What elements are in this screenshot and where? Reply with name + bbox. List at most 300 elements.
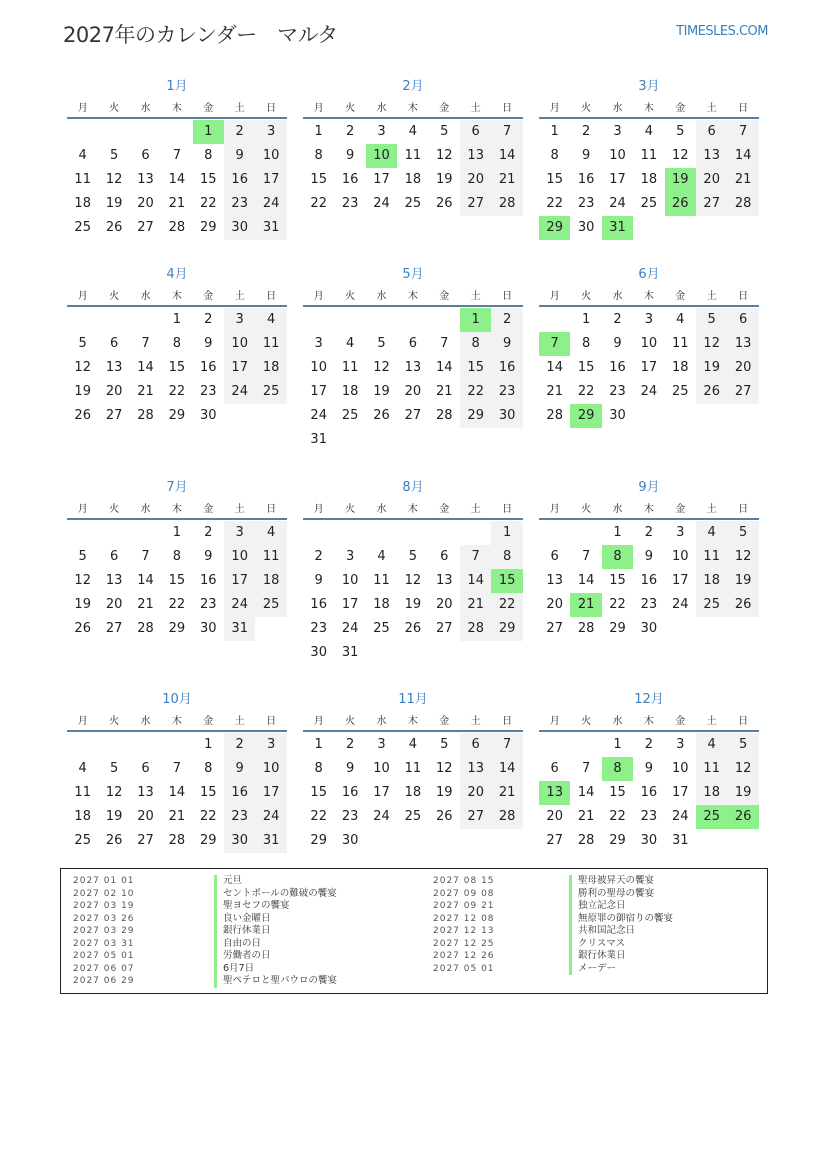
day-cell: 16 [609, 360, 626, 375]
day-cell: 14 [727, 144, 758, 168]
weekday-label: 日 [738, 716, 749, 727]
weekday-label: 木 [407, 291, 418, 302]
weekday-label: 木 [643, 504, 654, 515]
holiday-day-cell: 8 [602, 757, 633, 781]
weekday-label: 月 [77, 716, 88, 727]
day-cell: 27 [546, 833, 563, 848]
holiday-date: 2027 12 26 [433, 951, 495, 961]
day-cell: 1 [314, 124, 323, 139]
day-cell: 24 [341, 621, 359, 636]
day-cell: 7 [581, 761, 591, 776]
day-cell: 4 [644, 124, 654, 139]
day-cell: 22 [310, 196, 327, 211]
day-cell: 22 [200, 809, 217, 824]
day-cell: 20 [137, 196, 154, 211]
day-cell: 8 [172, 549, 182, 564]
day-cell: 30 [200, 621, 217, 636]
day-cell: 31 [224, 617, 255, 641]
day-cell: 6 [109, 549, 119, 564]
day-cell: 5 [109, 761, 119, 776]
day-cell: 24 [255, 192, 286, 216]
month-title: 11月 [398, 692, 428, 707]
day-cell: 3 [676, 737, 685, 752]
weekday-label: 金 [675, 291, 686, 302]
day-cell: 7 [172, 148, 182, 163]
weekday-header [539, 99, 759, 113]
day-cell: 7 [727, 120, 758, 144]
weekday-label: 日 [502, 291, 513, 302]
day-cell: 18 [696, 569, 727, 593]
weekday-header [303, 287, 523, 301]
day-cell: 18 [404, 172, 422, 187]
holiday-list [60, 868, 768, 994]
header-divider [67, 305, 287, 307]
day-grid [67, 308, 287, 458]
day-cell: 25 [341, 408, 359, 423]
header-divider [303, 305, 523, 307]
day-cell: 28 [168, 833, 186, 848]
day-cell: 18 [341, 384, 359, 399]
day-cell: 2 [345, 124, 355, 139]
day-cell: 14 [137, 573, 154, 588]
day-cell: 6 [727, 308, 758, 332]
day-cell: 22 [168, 384, 186, 399]
day-cell: 9 [345, 148, 355, 163]
day-cell: 23 [341, 809, 359, 824]
weekday-header [67, 500, 287, 514]
day-cell: 6 [408, 336, 418, 351]
day-cell: 10 [224, 545, 255, 569]
holiday-name: クリスマス [569, 938, 625, 951]
holiday-day-cell: 7 [539, 332, 570, 356]
day-cell: 29 [609, 621, 626, 636]
day-grid [67, 733, 287, 883]
day-cell: 30 [577, 220, 595, 235]
holiday-day-cell: 26 [665, 192, 696, 216]
day-cell: 30 [609, 408, 626, 423]
day-cell: 28 [137, 408, 154, 423]
day-cell: 5 [696, 308, 727, 332]
weekday-label: 水 [140, 103, 151, 114]
day-cell: 20 [546, 597, 563, 612]
holiday-name: 良い金曜日 [214, 913, 271, 926]
day-cell: 26 [436, 196, 453, 211]
weekday-label: 水 [140, 291, 151, 302]
day-cell: 2 [224, 733, 255, 757]
holiday-name: 元旦 [214, 875, 242, 888]
day-grid [303, 120, 523, 270]
weekday-label: 月 [313, 504, 324, 515]
holiday-name: 聖ヨセフの饗宴 [214, 900, 290, 913]
weekday-header [67, 287, 287, 301]
day-cell: 15 [609, 573, 626, 588]
day-cell: 18 [74, 196, 91, 211]
weekday-label: 木 [643, 103, 654, 114]
weekday-label: 火 [109, 716, 120, 727]
day-cell: 2 [345, 737, 355, 752]
holiday-name: 勝利の聖母の饗宴 [569, 888, 654, 901]
day-cell: 24 [609, 196, 626, 211]
site-brand-link[interactable]: TIMESLES.COM [676, 24, 768, 39]
day-cell: 2 [224, 120, 255, 144]
weekday-label: 水 [612, 291, 623, 302]
weekday-label: 土 [706, 504, 717, 515]
day-cell: 10 [373, 761, 390, 776]
day-cell: 25 [74, 833, 91, 848]
day-cell: 14 [168, 785, 186, 800]
weekday-label: 水 [140, 716, 151, 727]
day-cell: 2 [204, 312, 213, 327]
day-cell: 20 [105, 597, 123, 612]
day-cell: 12 [727, 757, 758, 781]
weekday-label: 土 [234, 291, 245, 302]
day-cell: 7 [581, 549, 591, 564]
day-cell: 28 [546, 408, 563, 423]
holiday-entry [73, 950, 413, 963]
day-cell: 30 [224, 216, 255, 240]
weekday-label: 金 [439, 291, 450, 302]
day-cell: 27 [696, 192, 727, 216]
day-cell: 14 [491, 757, 522, 781]
holiday-date: 2027 09 08 [433, 888, 495, 899]
weekday-label: 土 [706, 716, 717, 727]
header-divider [539, 305, 759, 307]
day-grid [303, 308, 523, 458]
day-cell: 3 [676, 525, 685, 540]
holiday-entry [73, 975, 413, 988]
day-cell: 12 [727, 545, 758, 569]
day-cell: 10 [341, 573, 359, 588]
day-cell: 24 [255, 805, 286, 829]
holiday-name: 聖母被昇天の饗宴 [569, 875, 654, 888]
day-grid [303, 733, 523, 883]
holiday-entry [433, 913, 763, 926]
day-cell: 5 [440, 737, 449, 752]
day-cell: 11 [74, 785, 91, 800]
day-cell: 28 [436, 408, 453, 423]
day-cell: 9 [204, 336, 213, 351]
day-cell: 11 [404, 761, 422, 776]
day-cell: 29 [460, 404, 491, 428]
day-cell: 13 [696, 144, 727, 168]
day-cell: 1 [613, 737, 622, 752]
day-cell: 3 [377, 737, 386, 752]
month-title: 3月 [638, 79, 660, 94]
day-cell: 5 [676, 124, 685, 139]
day-cell: 12 [74, 573, 91, 588]
weekday-label: 月 [549, 103, 560, 114]
day-cell: 4 [377, 549, 386, 564]
day-cell: 17 [224, 569, 255, 593]
day-cell: 10 [224, 332, 255, 356]
day-cell: 31 [341, 645, 359, 660]
weekday-label: 日 [266, 291, 277, 302]
day-cell: 20 [546, 809, 563, 824]
day-cell: 9 [581, 148, 591, 163]
day-cell: 29 [168, 408, 186, 423]
day-cell: 24 [672, 597, 689, 612]
day-cell: 21 [460, 593, 491, 617]
day-cell: 9 [314, 573, 323, 588]
weekday-label: 月 [313, 716, 324, 727]
weekday-label: 土 [234, 716, 245, 727]
day-cell: 27 [137, 220, 154, 235]
day-cell: 25 [672, 384, 689, 399]
weekday-label: 水 [140, 504, 151, 515]
weekday-label: 木 [643, 291, 654, 302]
holiday-entry [73, 963, 413, 976]
day-cell: 27 [105, 621, 123, 636]
weekday-label: 土 [470, 291, 481, 302]
weekday-label: 日 [266, 103, 277, 114]
weekday-label: 水 [612, 504, 623, 515]
weekday-header [67, 99, 287, 113]
weekday-label: 木 [171, 103, 182, 114]
day-cell: 7 [172, 761, 182, 776]
day-cell: 4 [696, 521, 727, 545]
day-cell: 15 [200, 785, 217, 800]
day-cell: 21 [577, 809, 595, 824]
day-cell: 22 [310, 809, 327, 824]
holiday-name: 無原罪の御宿りの饗宴 [569, 913, 673, 926]
day-cell: 24 [224, 380, 255, 404]
day-cell: 30 [640, 833, 658, 848]
day-cell: 27 [137, 833, 154, 848]
day-cell: 20 [696, 168, 727, 192]
day-cell: 23 [640, 809, 658, 824]
day-cell: 18 [672, 360, 689, 375]
header-divider [67, 518, 287, 520]
day-cell: 13 [460, 144, 491, 168]
day-cell: 25 [74, 220, 91, 235]
weekday-label: 月 [77, 291, 88, 302]
day-cell: 31 [255, 829, 286, 853]
day-cell: 22 [609, 597, 626, 612]
day-cell: 30 [341, 833, 359, 848]
day-cell: 21 [436, 384, 453, 399]
day-cell: 12 [436, 761, 453, 776]
day-cell: 29 [168, 621, 186, 636]
day-cell: 30 [640, 621, 658, 636]
weekday-label: 金 [203, 504, 214, 515]
day-cell: 24 [310, 408, 327, 423]
day-cell: 8 [581, 336, 591, 351]
day-cell: 2 [491, 308, 522, 332]
day-cell: 27 [727, 380, 758, 404]
holiday-name: 労働者の日 [214, 950, 271, 963]
day-cell: 15 [200, 172, 217, 187]
day-cell: 21 [137, 384, 154, 399]
day-cell: 13 [436, 573, 453, 588]
weekday-label: 日 [266, 504, 277, 515]
day-cell: 3 [377, 124, 386, 139]
day-cell: 25 [404, 196, 422, 211]
day-grid [539, 308, 759, 458]
day-cell: 25 [255, 593, 286, 617]
day-cell: 22 [546, 196, 563, 211]
holiday-date: 2027 06 29 [73, 976, 135, 986]
day-cell: 17 [373, 785, 390, 800]
holiday-list-left [73, 875, 413, 988]
day-cell: 16 [640, 573, 658, 588]
day-cell: 2 [314, 549, 323, 564]
day-cell: 17 [255, 781, 286, 805]
day-cell: 23 [224, 805, 255, 829]
day-cell: 2 [644, 525, 654, 540]
day-cell: 12 [404, 573, 422, 588]
holiday-date: 2027 05 01 [73, 951, 135, 961]
weekday-label: 火 [345, 103, 356, 114]
day-cell: 1 [491, 521, 522, 545]
day-cell: 5 [78, 549, 87, 564]
day-cell: 16 [491, 356, 522, 380]
holiday-entry [433, 888, 763, 901]
weekday-label: 月 [549, 291, 560, 302]
weekday-header [539, 500, 759, 514]
day-cell: 2 [581, 124, 591, 139]
day-cell: 29 [200, 220, 217, 235]
day-cell: 25 [404, 809, 422, 824]
holiday-name: 6月7日 [214, 963, 254, 976]
holiday-entry [433, 875, 763, 888]
holiday-day-cell: 31 [602, 216, 633, 240]
day-cell: 28 [577, 833, 595, 848]
day-cell: 9 [224, 144, 255, 168]
month-title: 2月 [402, 79, 424, 94]
holiday-date: 2027 03 31 [73, 938, 135, 949]
header-divider [303, 730, 523, 732]
holiday-day-cell: 1 [460, 308, 491, 332]
header-divider [303, 518, 523, 520]
month-title: 12月 [634, 692, 664, 707]
day-cell: 28 [491, 192, 522, 216]
holiday-day-cell: 10 [366, 144, 397, 168]
day-grid [539, 521, 759, 671]
day-cell: 23 [491, 380, 522, 404]
weekday-label: 火 [581, 103, 592, 114]
day-cell: 12 [74, 360, 91, 375]
day-cell: 24 [373, 196, 390, 211]
holiday-day-cell: 13 [539, 781, 570, 805]
day-cell: 13 [727, 332, 758, 356]
holiday-name: 自由の日 [214, 938, 261, 951]
day-cell: 15 [609, 785, 626, 800]
day-cell: 17 [672, 573, 689, 588]
day-cell: 27 [460, 192, 491, 216]
header-divider [67, 117, 287, 119]
day-cell: 18 [373, 597, 390, 612]
day-cell: 27 [436, 621, 453, 636]
day-cell: 6 [460, 120, 491, 144]
day-cell: 3 [224, 308, 255, 332]
month-title: 5月 [402, 267, 424, 282]
day-cell: 17 [609, 172, 626, 187]
day-cell: 31 [310, 432, 327, 447]
day-cell: 30 [491, 404, 522, 428]
holiday-day-cell: 26 [727, 805, 758, 829]
day-cell: 8 [460, 332, 491, 356]
holiday-date: 2027 09 21 [433, 901, 495, 911]
day-cell: 20 [105, 384, 123, 399]
day-cell: 25 [255, 380, 286, 404]
day-cell: 26 [105, 220, 123, 235]
weekday-label: 日 [502, 716, 513, 727]
holiday-entry [433, 925, 763, 938]
holiday-date: 2027 02 10 [73, 888, 135, 899]
weekday-label: 金 [203, 291, 214, 302]
day-cell: 4 [408, 124, 418, 139]
day-cell: 19 [727, 781, 758, 805]
weekday-label: 月 [313, 103, 324, 114]
day-cell: 3 [255, 733, 286, 757]
header-divider [539, 518, 759, 520]
holiday-date: 2027 12 13 [433, 926, 495, 936]
holiday-name: セントポールの難破の饗宴 [214, 888, 337, 901]
day-cell: 8 [314, 148, 323, 163]
weekday-label: 土 [470, 716, 481, 727]
day-cell: 28 [168, 220, 186, 235]
day-cell: 16 [341, 785, 359, 800]
day-cell: 27 [105, 408, 123, 423]
weekday-label: 水 [612, 103, 623, 114]
weekday-label: 土 [706, 291, 717, 302]
holiday-entry [73, 913, 413, 926]
weekday-label: 水 [376, 103, 387, 114]
day-cell: 22 [609, 809, 626, 824]
day-cell: 16 [224, 168, 255, 192]
day-cell: 14 [546, 360, 563, 375]
day-cell: 17 [672, 785, 689, 800]
day-cell: 10 [672, 761, 689, 776]
day-cell: 5 [78, 336, 87, 351]
day-cell: 13 [137, 172, 154, 187]
weekday-label: 日 [738, 291, 749, 302]
holiday-date: 2027 12 08 [433, 913, 495, 924]
weekday-label: 水 [612, 716, 623, 727]
day-cell: 20 [137, 809, 154, 824]
day-cell: 19 [105, 196, 123, 211]
day-cell: 14 [460, 569, 491, 593]
day-grid [67, 120, 287, 270]
weekday-label: 金 [439, 716, 450, 727]
day-cell: 12 [672, 148, 689, 163]
day-cell: 22 [577, 384, 595, 399]
day-cell: 29 [609, 833, 626, 848]
day-cell: 19 [74, 384, 91, 399]
header-divider [539, 730, 759, 732]
day-cell: 11 [255, 332, 286, 356]
weekday-label: 月 [549, 504, 560, 515]
day-cell: 7 [440, 336, 449, 351]
day-cell: 28 [460, 617, 491, 641]
day-cell: 11 [640, 148, 658, 163]
day-cell: 20 [460, 168, 491, 192]
holiday-day-cell: 1 [193, 120, 224, 144]
day-cell: 31 [255, 216, 286, 240]
holiday-name: メーデー [569, 963, 616, 976]
day-cell: 30 [310, 645, 327, 660]
day-cell: 13 [137, 785, 154, 800]
weekday-label: 金 [675, 103, 686, 114]
day-cell: 16 [200, 360, 217, 375]
day-cell: 14 [491, 144, 522, 168]
day-cell: 3 [314, 336, 323, 351]
month-title: 10月 [162, 692, 192, 707]
weekday-label: 金 [675, 504, 686, 515]
header-divider [539, 117, 759, 119]
day-grid [539, 120, 759, 270]
day-cell: 17 [310, 384, 327, 399]
